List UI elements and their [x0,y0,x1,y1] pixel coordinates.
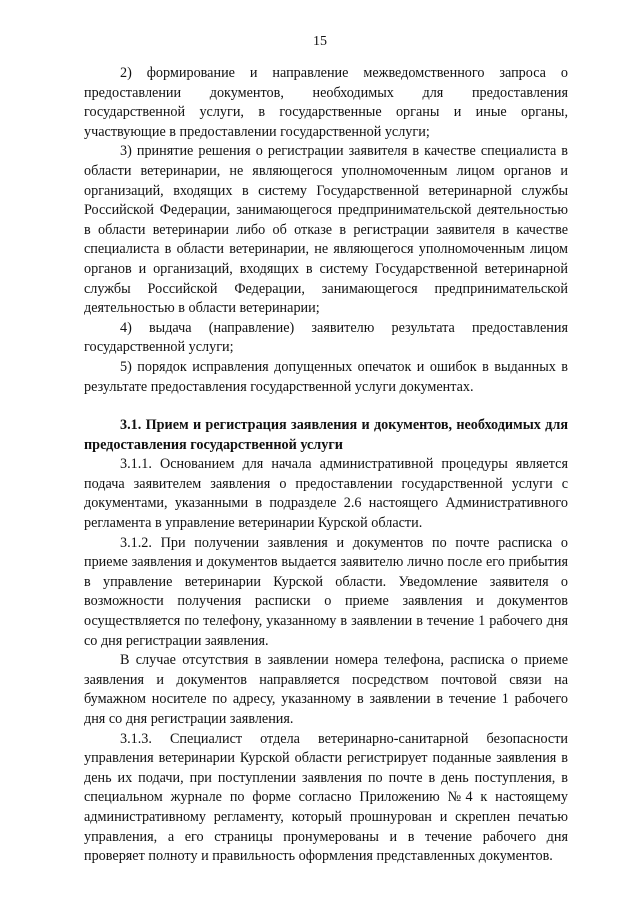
paragraph-no-phone: В случае отсутствия в заявлении номера телефона, расписка о приеме заявления и документов направляется посредством почтовой связи на бумажном носителе по адресу, указанному в заявлении в течение 1 рабочего дня со дня регистрации заявления. [84,652,568,727]
paragraph-3-1-2: 3.1.2. При получении заявления и документов по почте расписка о приеме заявления и документов выдается заявителю лично после его прибытия в управление ветеринарии Курской области. Уведомление заявителя о возможности получения расписки о приеме заявления и документов осуществляется по телефону, указанному в заявлении в течение 1 рабочего дня со дня регистрации заявления. [84,534,568,649]
section-heading: 3.1. Прием и регистрация заявления и документов, необходимых для предоставления государственной услуги [84,417,568,453]
list-item-2: 2) формирование и направление межведомственного запроса о предоставлении документов, необходимых для предоставления государственной услуги, в государственные органы и иные органы, участвующие в предоставлении государственной услуги; [84,65,568,140]
section-spacer [84,397,568,416]
list-item-5: 5) порядок исправления допущенных опечаток и ошибок в выданных в результате предоставления государственной услуги документах. [84,358,568,395]
list-item-4: 4) выдача (направление) заявителю результата предоставления государственной услуги; [84,319,568,356]
list-item-3: 3) принятие решения о регистрации заявителя в качестве специалиста в области ветеринарии, не являющегося уполномоченным лицом органов и организаций, входящих в систему Государственной ветеринарной службы Российской Федерации, занимающегося предпринимательской деятельностью в области ветеринарии либо об отказе в регистрации заявителя в качестве специалиста в области ветеринарии, не являющегося уполномоченным лицом органов и организаций, входящих в систему Государственной ветеринарной службы Российской Федерации, занимающегося предпринимательской деятельностью в области ветеринарии; [84,143,568,317]
page-number: 15 [313,34,327,49]
paragraph-3-1-3: 3.1.3. Специалист отдела ветеринарно-санитарной безопасности управления ветеринарии Курской области регистрирует поданные заявления в день их подачи, при поступлении заявления по почте в день поступления, в специальном журнале по форме согласно Приложению №4 к настоящему административному регламенту, который прошнурован и скреплен печатью управления, а его страницы пронумерованы и в течение рабочего дня проверяет полноту и правильность оформления представленных документов. [84,730,568,865]
page-content [84,64,568,867]
paragraph-3-1-1: 3.1.1. Основанием для начала административной процедуры является подача заявителем заявления о предоставлении государственной услуги с документами, указанными в подразделе 2.6 настоящего Административного регламента в управление ветеринарии Курской области. [84,456,568,532]
